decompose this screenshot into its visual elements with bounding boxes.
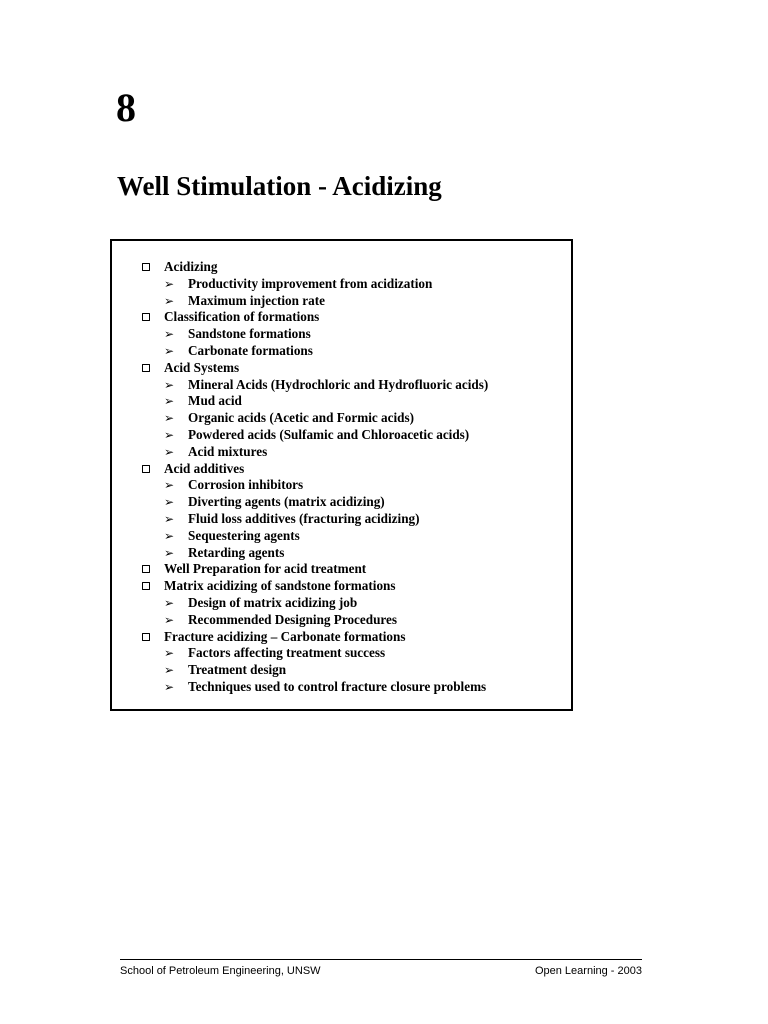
arrow-bullet-icon: ➢ [164, 679, 175, 694]
outline-item-text: Maximum injection rate [188, 292, 325, 308]
outline-item-text: Productivity improvement from acidization [188, 275, 433, 291]
outline-subtopic [142, 595, 488, 612]
outline-item-text: Acidizing [164, 259, 218, 274]
chapter-number: 8 [116, 85, 136, 130]
square-bullet-icon [142, 465, 150, 473]
outline-item-text: Acid Systems [164, 359, 240, 375]
arrow-bullet-icon: ➢ [164, 293, 175, 308]
arrow-bullet-icon: ➢ [164, 411, 175, 426]
outline-item-text: Mineral Acids (Hydrochloric and Hydrofluoric acids) [188, 376, 489, 392]
arrow-bullet-icon: ➢ [164, 377, 175, 392]
outline-topic [142, 461, 488, 478]
outline-item-text: Organic acids (Acetic and Formic acids) [188, 410, 414, 426]
outline-subtopic [142, 326, 488, 343]
outline-item-text: Carbonate formations [188, 342, 313, 358]
footer-rule [120, 959, 642, 960]
outline-item-text: Matrix acidizing of sandstone formations [164, 578, 396, 594]
outline-subtopic [142, 276, 488, 293]
outline-item-text: Acid mixtures [188, 443, 268, 459]
arrow-bullet-icon: ➢ [164, 427, 175, 442]
square-bullet-icon [142, 263, 150, 271]
arrow-bullet-icon: ➢ [164, 394, 175, 409]
outline-item-text: Retarding agents [188, 544, 285, 560]
outline-subtopic [142, 679, 488, 696]
outline-item-text: Powdered acids (Sulfamic and Chloroacetic acids) [188, 426, 470, 442]
outline-topic [142, 578, 488, 595]
outline-subtopic [142, 293, 488, 310]
outline-subtopic [142, 528, 488, 545]
outline-topic [142, 629, 488, 646]
outline-item-text: Fracture acidizing – Carbonate formations [164, 628, 406, 644]
outline-item-text: Factors affecting treatment success [188, 645, 386, 661]
outline-item-text: Classification of formations [164, 309, 320, 325]
outline-item-text: Mud acid [188, 393, 242, 409]
outline-topic [142, 259, 488, 276]
outline-topic [142, 561, 488, 578]
arrow-bullet-icon: ➢ [164, 595, 175, 610]
square-bullet-icon [142, 565, 150, 573]
outline-item-text: Fluid loss additives (fracturing acidizing) [188, 510, 420, 526]
outline-topic [142, 309, 488, 326]
outline-item-text: Corrosion inhibitors [188, 477, 304, 493]
square-bullet-icon [142, 633, 150, 641]
arrow-bullet-icon: ➢ [164, 528, 175, 543]
outline-subtopic [142, 477, 488, 494]
outline-subtopic [142, 545, 488, 562]
arrow-bullet-icon: ➢ [164, 343, 175, 358]
outline-subtopic [142, 645, 488, 662]
chapter-title: Well Stimulation - Acidizing [117, 171, 442, 201]
arrow-bullet-icon: ➢ [164, 646, 175, 661]
outline-subtopic [142, 343, 488, 360]
arrow-bullet-icon: ➢ [164, 495, 175, 510]
outline-subtopic [142, 612, 488, 629]
outline-item-text: Design of matrix acidizing job [188, 594, 358, 610]
outline-subtopic [142, 393, 488, 410]
outline-subtopic [142, 410, 488, 427]
outline-subtopic [142, 444, 488, 461]
outline-item-text: Diverting agents (matrix acidizing) [188, 494, 385, 510]
outline-subtopic [142, 494, 488, 511]
outline-item-text: Recommended Designing Procedures [188, 611, 398, 627]
square-bullet-icon [142, 364, 150, 372]
outline-item-text: Well Preparation for acid treatment [164, 561, 367, 577]
square-bullet-icon [142, 313, 150, 321]
arrow-bullet-icon: ➢ [164, 478, 175, 493]
footer-school: School of Petroleum Engineering, UNSW [120, 965, 321, 977]
outline-subtopic [142, 377, 488, 394]
outline-subtopic [142, 511, 488, 528]
arrow-bullet-icon: ➢ [164, 444, 175, 459]
arrow-bullet-icon: ➢ [164, 511, 175, 526]
outline-item-text: Sandstone formations [188, 326, 311, 342]
chapter-outline-box [110, 239, 573, 711]
outline-item-text: Sequestering agents [188, 527, 300, 543]
outline-subtopic [142, 427, 488, 444]
outline-item-text: Techniques used to control fracture closure problems [188, 678, 487, 694]
outline-topic [142, 360, 488, 377]
outline-list [142, 259, 488, 696]
square-bullet-icon [142, 582, 150, 590]
arrow-bullet-icon: ➢ [164, 612, 175, 627]
arrow-bullet-icon: ➢ [164, 327, 175, 342]
footer-edition: Open Learning - 2003 [534, 965, 642, 977]
arrow-bullet-icon: ➢ [164, 276, 175, 291]
arrow-bullet-icon: ➢ [164, 545, 175, 560]
arrow-bullet-icon: ➢ [164, 663, 175, 678]
outline-item-text: Acid additives [164, 460, 245, 476]
outline-subtopic [142, 662, 488, 679]
outline-item-text: Treatment design [188, 662, 287, 678]
